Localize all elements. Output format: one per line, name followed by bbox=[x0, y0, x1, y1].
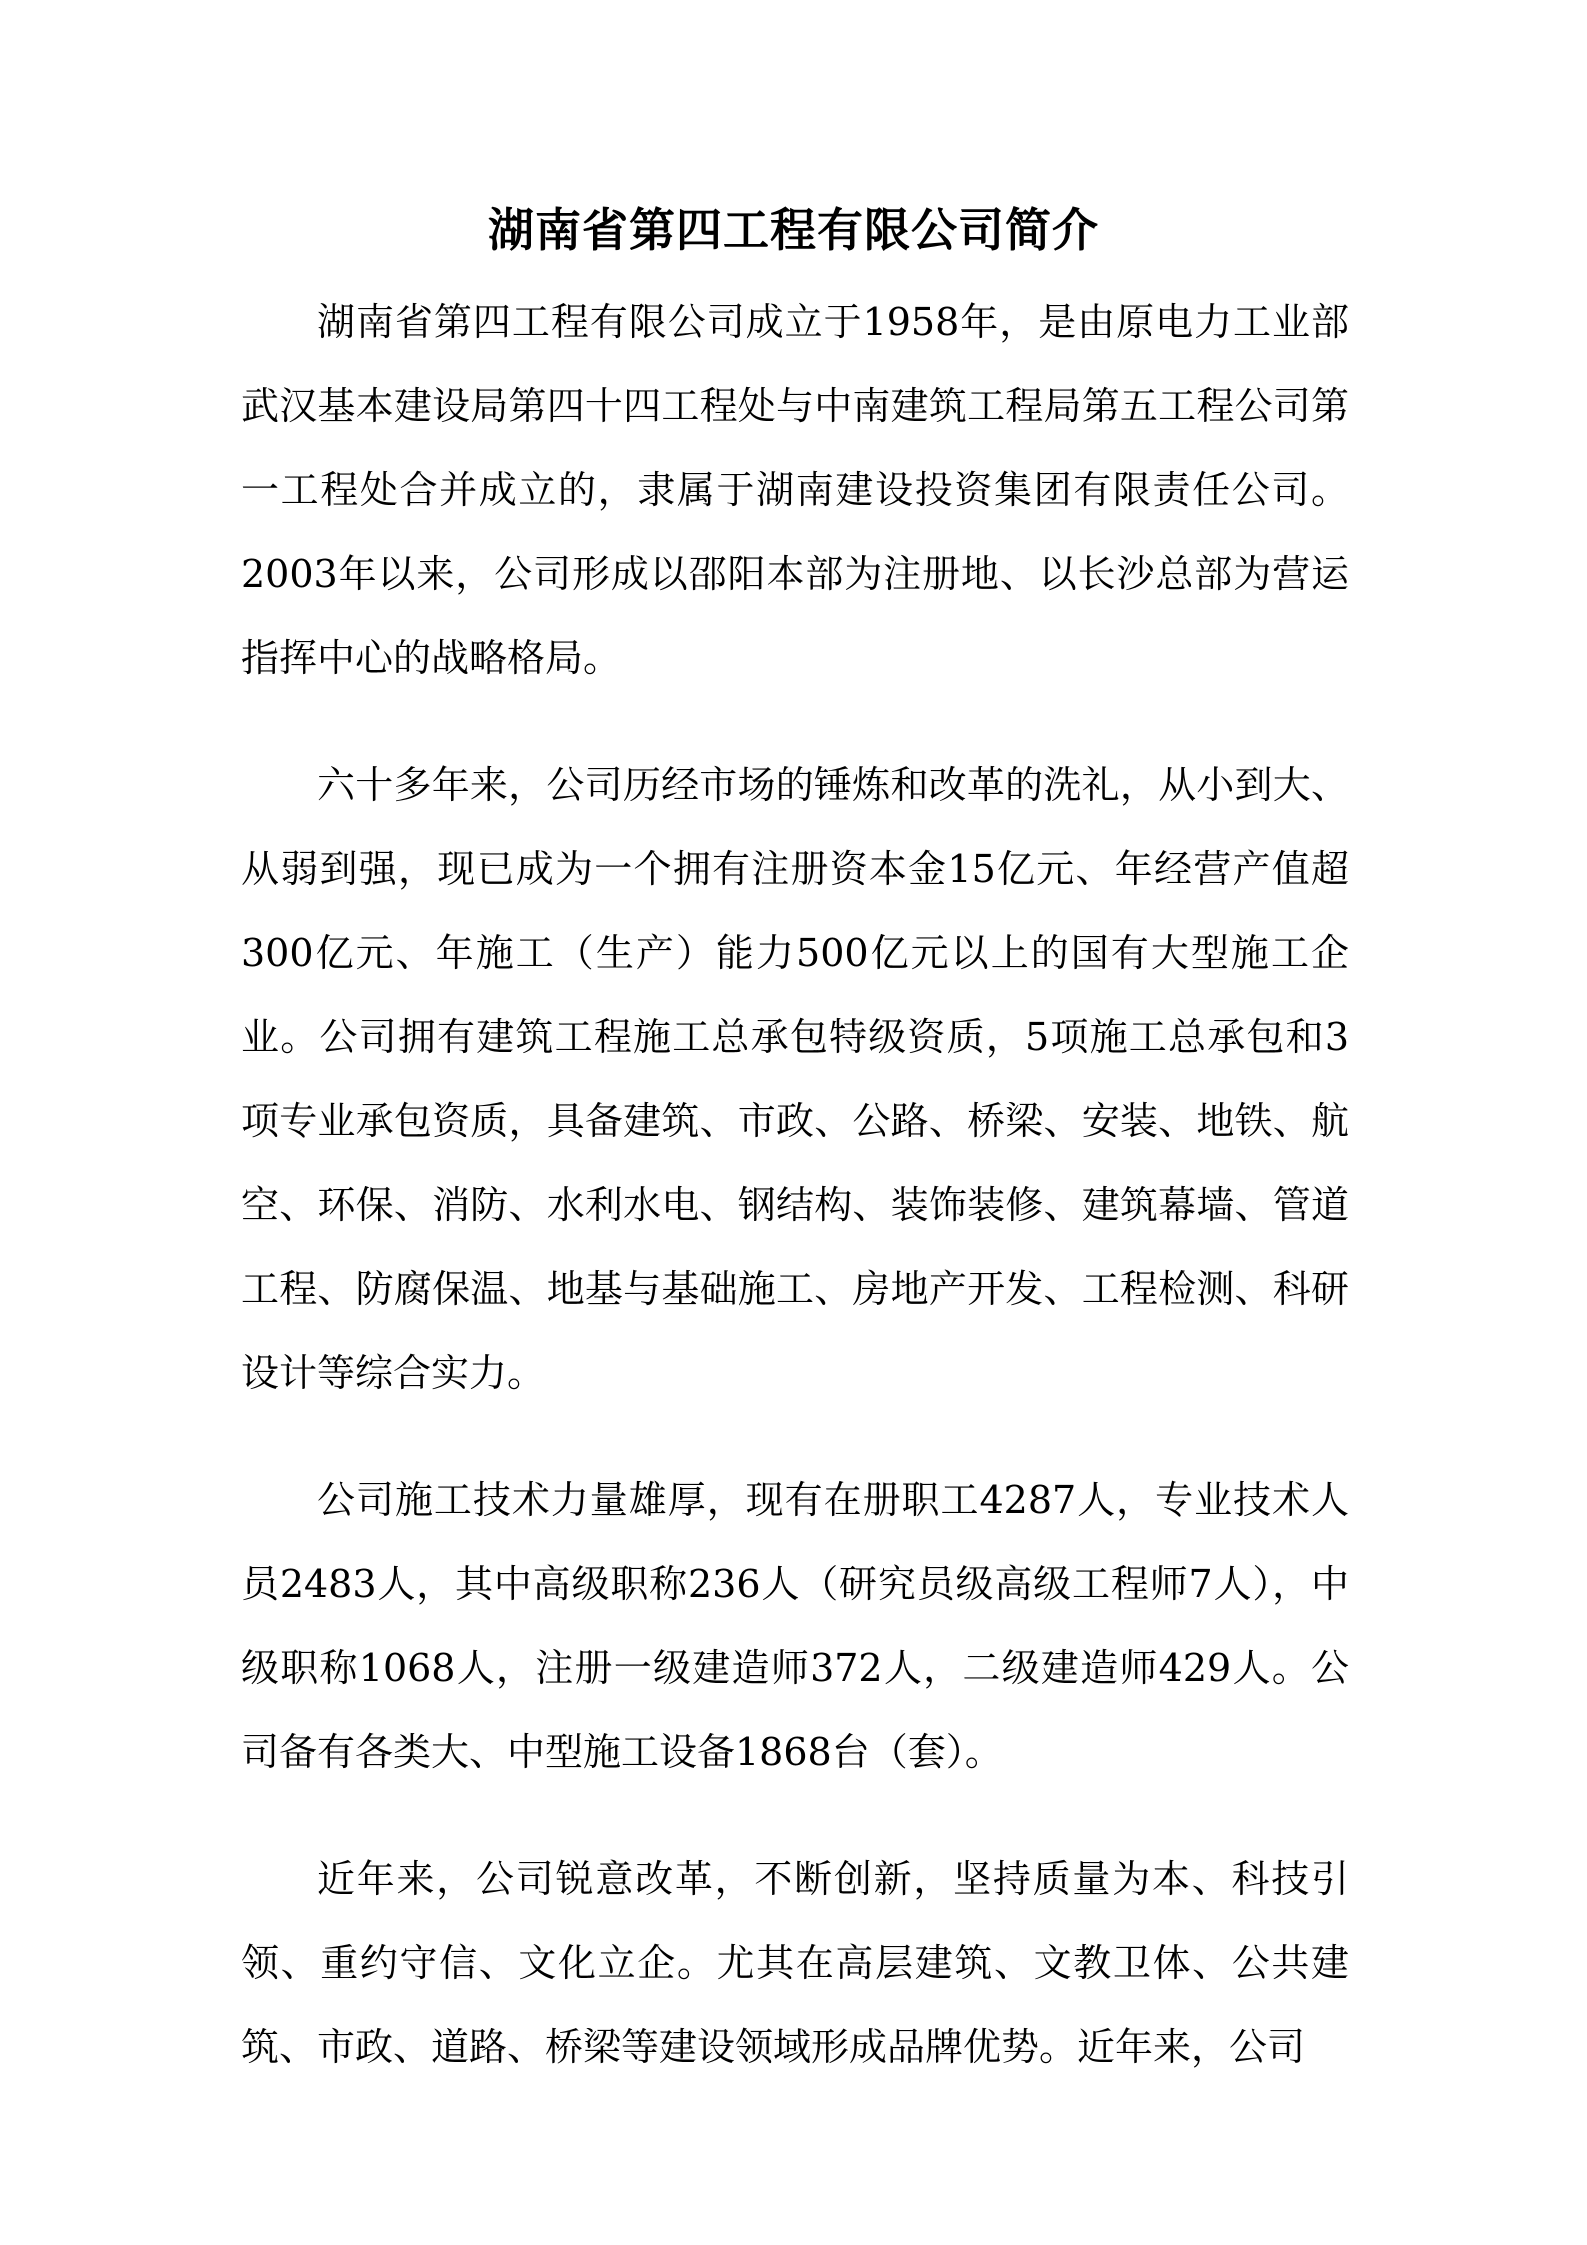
document-body bbox=[241, 280, 1349, 2089]
paragraph-company-history: 湖南省第四工程有限公司成立于1958年，是由原电力工业部武汉基本建设局第四十四工程处与中南建筑工程局第五工程公司第一工程处合并成立的，隶属于湖南建设投资集团有限责任公司。2003年以来，公司形成以邵阳本部为注册地、以长沙总部为营运指挥中心的战略格局。 bbox=[241, 300, 1349, 680]
paragraph-technical-staff: 公司施工技术力量雄厚，现有在册职工4287人，专业技术人员2483人，其中高级职称236人（研究员级高级工程师7人），中级职称1068人，注册一级建造师372人，二级建造师429人。公司备有各类大、中型施工设备1868台（套）。 bbox=[241, 1478, 1349, 1774]
document-title: 湖南省第四工程有限公司简介 bbox=[488, 203, 1099, 257]
paragraph-company-scale: 六十多年来，公司历经市场的锤炼和改革的洗礼，从小到大、从弱到强，现已成为一个拥有注册资本金15亿元、年经营产值超300亿元、年施工（生产）能力500亿元以上的国有大型施工企业。公司拥有建筑工程施工总承包特级资质，5项施工总承包和3项专业承包资质，具备建筑、市政、公路、桥梁、安装、地铁、航空、环保、消防、水利水电、钢结构、装饰装修、建筑幕墙、管道工程、防腐保温、地基与基础施工、房地产开发、工程检测、科研设计等综合实力。 bbox=[241, 763, 1349, 1395]
paragraph-recent-development: 近年来，公司锐意改革，不断创新，坚持质量为本、科技引领、重约守信、文化立企。尤其在高层建筑、文教卫体、公共建筑、市政、道路、桥梁等建设领域形成品牌优势。近年来，公司 bbox=[241, 1857, 1349, 2069]
